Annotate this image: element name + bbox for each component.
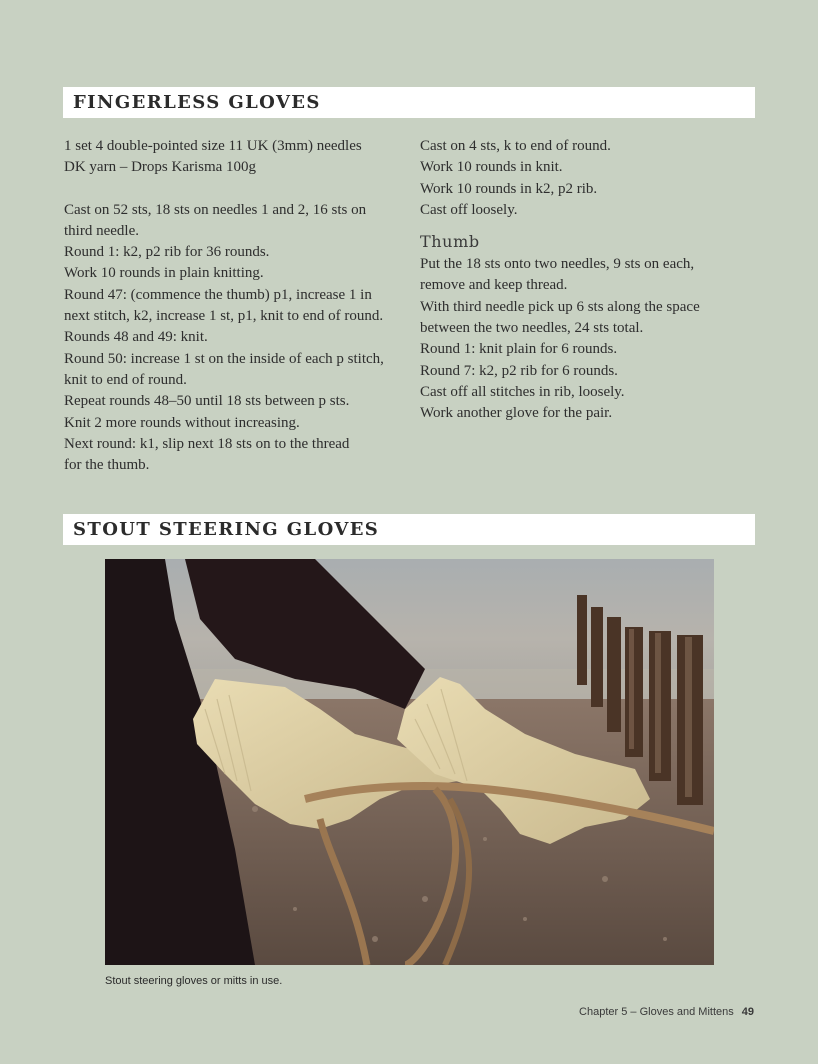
text-line: Work 10 rounds in k2, p2 rib. xyxy=(420,180,598,197)
text-line: Next round: k1, slip next 18 sts on to the thread xyxy=(64,435,350,452)
page-footer xyxy=(579,1006,754,1018)
text-line: remove and keep thread. xyxy=(420,277,568,294)
text-line: Round 7: k2, p2 rib for 6 rounds. xyxy=(420,362,618,379)
text-line: Cast on 4 sts, k to end of round. xyxy=(420,138,611,154)
photo-caption: Stout steering gloves or mitts in use. xyxy=(105,975,283,987)
section-heading-stout-steering-gloves: STOUT STEERING GLOVES xyxy=(63,514,755,545)
text-line: Rounds 48 and 49: knit. xyxy=(64,329,208,346)
instructions-right-column xyxy=(420,136,750,425)
photo-gloves-on-rope xyxy=(105,559,714,965)
text-line: for the thumb. xyxy=(64,457,150,474)
text-line: Cast off loosely. xyxy=(420,201,518,218)
text-line: Cast on 52 sts, 18 sts on needles 1 and 2, 16 sts on xyxy=(64,201,367,218)
text-line: Round 47: (commence the thumb) p1, increase 1 in xyxy=(64,286,372,303)
text-line: third needle. xyxy=(64,222,139,239)
section-heading-fingerless-gloves: FINGERLESS GLOVES xyxy=(63,87,755,118)
text-line: With third needle pick up 6 sts along the space xyxy=(420,298,700,315)
text-line: between the two needles, 24 sts total. xyxy=(420,320,644,337)
text-line: Round 50: increase 1 st on the inside of each p stitch, xyxy=(64,350,384,367)
instructions-left-column xyxy=(64,136,409,476)
text-line: next stitch, k2, increase 1 st, p1, knit to end of round. xyxy=(64,308,384,325)
text-line: Repeat rounds 48–50 until 18 sts between p sts. xyxy=(64,393,350,410)
text-line: Work 10 rounds in plain knitting. xyxy=(64,265,264,282)
page-number: 49 xyxy=(741,1006,754,1018)
text-line: Work another glove for the pair. xyxy=(420,405,613,422)
text-line: Knit 2 more rounds without increasing. xyxy=(64,414,300,431)
text-line: Cast off all stitches in rib, loosely. xyxy=(420,383,625,400)
thumb-subheading: Thumb xyxy=(420,232,480,252)
text-line: Work 10 rounds in knit. xyxy=(420,159,563,176)
text-line: 1 set 4 double-pointed size 11 UK (3mm) needles xyxy=(64,138,362,154)
text-line: Put the 18 sts onto two needles, 9 sts on each, xyxy=(420,256,695,273)
text-line: Round 1: knit plain for 6 rounds. xyxy=(420,341,618,358)
text-line: knit to end of round. xyxy=(64,371,187,388)
chapter-label: Chapter 5 – Gloves and Mittens xyxy=(579,1006,734,1018)
text-line: Round 1: k2, p2 rib for 36 rounds. xyxy=(64,244,270,261)
text-line: DK yarn – Drops Karisma 100g xyxy=(64,159,257,176)
